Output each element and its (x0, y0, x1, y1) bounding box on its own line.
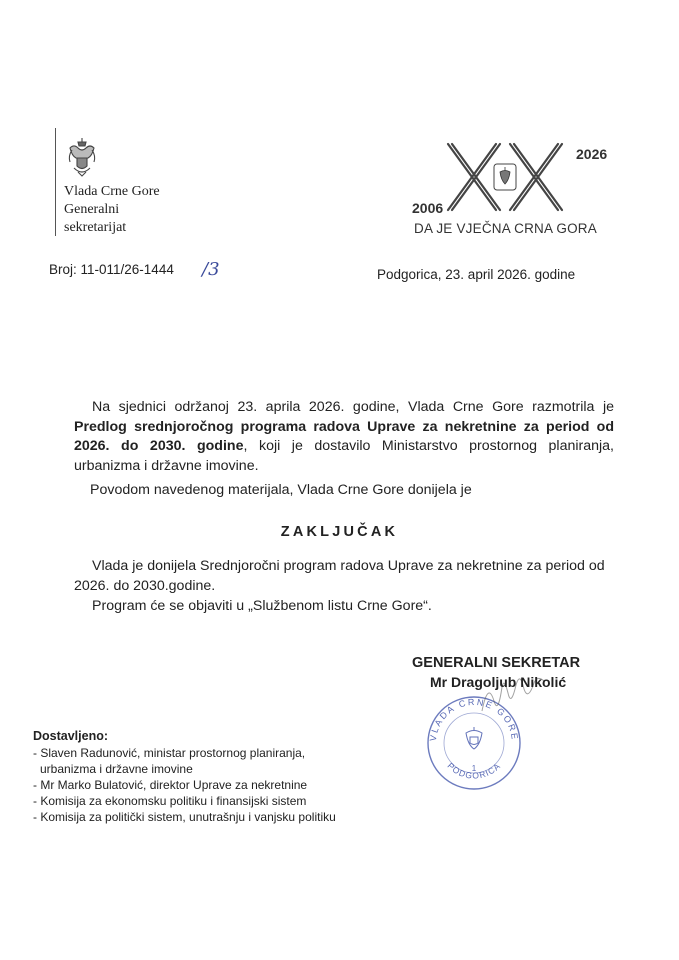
handwritten-suffix: /3 (202, 259, 220, 280)
header-divider (55, 128, 56, 236)
reference-number: Broj: 11-011/26-1444 (49, 262, 174, 277)
logo-year-left: 2006 (412, 200, 444, 216)
anniversary-logo-icon (430, 140, 580, 218)
list-item: - Komisija za politički sistem, unutrašnju i vanjsku politiku (33, 810, 336, 824)
coat-of-arms-icon (64, 136, 100, 178)
org-name-line2: Generalni (64, 202, 120, 217)
logo-year-right: 2026 (576, 146, 608, 162)
list-item: urbanizma i državne imovine (40, 762, 193, 776)
list-item: - Mr Marko Bulatović, direktor Uprave za nekretnine (33, 778, 308, 792)
signatory-title: GENERALNI SEKRETAR (412, 655, 581, 671)
distribution-heading: Dostavljeno: (33, 729, 109, 743)
paragraph-session-part1: Na sjednici održanoj 23. aprila 2026. godine, Vlada Crne Gore razmotrila je (92, 399, 614, 415)
paragraph-decision-intro: Povodom navedenog materijala, Vlada Crne Gore donijela je (90, 482, 472, 498)
paragraph-conclusion (74, 557, 614, 596)
stamp-top-text: VLADA CRNE GORE (427, 696, 521, 742)
signatory-name: Mr Dragoljub Nikolić (430, 674, 567, 690)
list-item: - Slaven Radunović, ministar prostornog planiranja, (33, 746, 306, 760)
conclusion-heading: ZAKLJUČAK (280, 524, 399, 540)
paragraph-conclusion-text: Vlada je donijela Srednjoročni program radova Uprave za nekretnine za period od 2026. do 2030.godine. (74, 558, 605, 594)
paragraph-session-part2: , koji je dostavilo Ministarstvo prostornog planiranja, urbanizma i državne imovine. (74, 438, 614, 474)
proposal-title: Predlog srednjoročnog programa radova Uprave za nekretnine za period od 2026. do 2030. godine (74, 418, 614, 454)
stamp-bottom-text: PODGORICA (445, 760, 503, 781)
paragraph-publication: Program će se objaviti u „Službenom listu Crne Gore“. (92, 598, 432, 614)
place-date: Podgorica, 23. april 2026. godine (377, 267, 576, 282)
distribution-list (33, 745, 336, 825)
stamp-number: 1 (471, 764, 477, 773)
paragraph-session (74, 398, 614, 476)
logo-slogan: DA JE VJEČNA CRNA GORA (414, 221, 597, 236)
list-item: - Komisija za ekonomsku politiku i finansijski sistem (33, 794, 307, 808)
org-name-line1: Vlada Crne Gore (64, 184, 160, 199)
org-name-line3: sekretarijat (64, 220, 127, 235)
